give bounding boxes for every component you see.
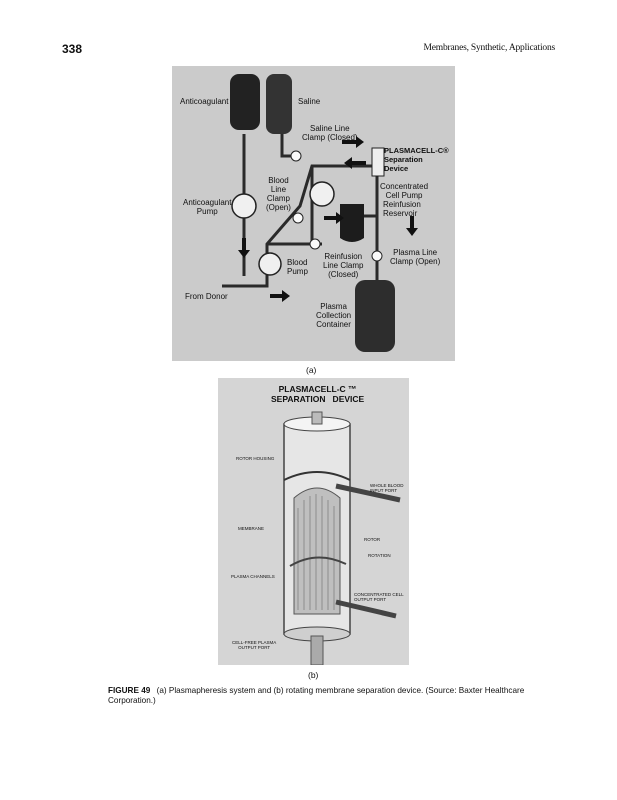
cell-free-plasma-output-port	[311, 636, 323, 665]
separation-device	[372, 148, 384, 176]
label-reinf-reservoir: Reinfusion Reservoir	[383, 200, 421, 218]
label-saline: Saline	[298, 97, 321, 106]
separation-device-illustration	[218, 378, 409, 665]
label-reinf-clamp: Reinfusion Line Clamp (Closed)	[323, 252, 364, 279]
label-anticoagulant: Anticoagulant	[180, 97, 229, 106]
label-plasma-container: Plasma Collection Container	[316, 302, 352, 329]
label-saline-clamp: Saline Line Clamp (Closed)	[302, 124, 358, 142]
caption-text: (a) Plasmapheresis system and (b) rotating membrane separation device. (Source: Baxter Healthcare Corporation.)	[108, 686, 525, 705]
panel-label-a: (a)	[306, 365, 317, 375]
blood-pump	[259, 253, 281, 275]
figure-caption	[108, 686, 528, 706]
label-from-donor: From Donor	[185, 292, 228, 301]
plasma-collection-bag	[355, 280, 395, 352]
reinfusion-reservoir	[340, 204, 364, 242]
label-conc-pump: Concentrated Cell Pump	[380, 182, 429, 200]
anticoagulant-pump	[232, 194, 256, 218]
running-title: Membranes, Synthetic, Applications	[423, 43, 555, 53]
label-membrane: MEMBRANE	[238, 526, 265, 531]
label-rotor: ROTOR	[364, 537, 381, 542]
panel-label-b: (b)	[308, 670, 319, 680]
blood-line-clamp	[293, 213, 303, 223]
label-antico-pump: Anticoagulant Pump	[183, 198, 232, 216]
label-device: PLASMACELL-C® Separation Device	[384, 146, 449, 173]
label-blood-pump: Blood Pump	[287, 258, 308, 276]
saline-bag	[266, 74, 292, 134]
concentrated-cell-pump	[310, 182, 334, 206]
label-conc-cell: CONCENTRATED CELL OUTPUT PORT	[354, 592, 404, 602]
plasma-line-clamp	[372, 251, 382, 261]
label-rotor-housing: ROTOR HOUSING	[236, 456, 275, 461]
reinfusion-line-clamp	[310, 239, 320, 249]
rotor	[294, 488, 340, 614]
label-whole-blood: WHOLE BLOOD INPUT PORT	[370, 483, 404, 493]
anticoagulant-bag	[230, 74, 260, 130]
label-blood-clamp: Blood Line Clamp (Open)	[266, 176, 291, 212]
label-plasma-clamp: Plasma Line Clamp (Open)	[390, 248, 441, 266]
label-rotation: ROTATION	[368, 553, 391, 558]
label-plasma-channels: PLASMA CHANNELS	[231, 574, 275, 579]
label-cell-free: CELL-FREE PLASMA OUTPUT PORT	[232, 640, 277, 650]
page-number: 338	[62, 42, 83, 56]
figure-label: FIGURE 49	[108, 686, 151, 695]
top-shaft	[312, 412, 322, 424]
saline-line-clamp	[291, 151, 301, 161]
device-title: PLASMACELL-C ™ SEPARATION DEVICE	[271, 384, 365, 404]
